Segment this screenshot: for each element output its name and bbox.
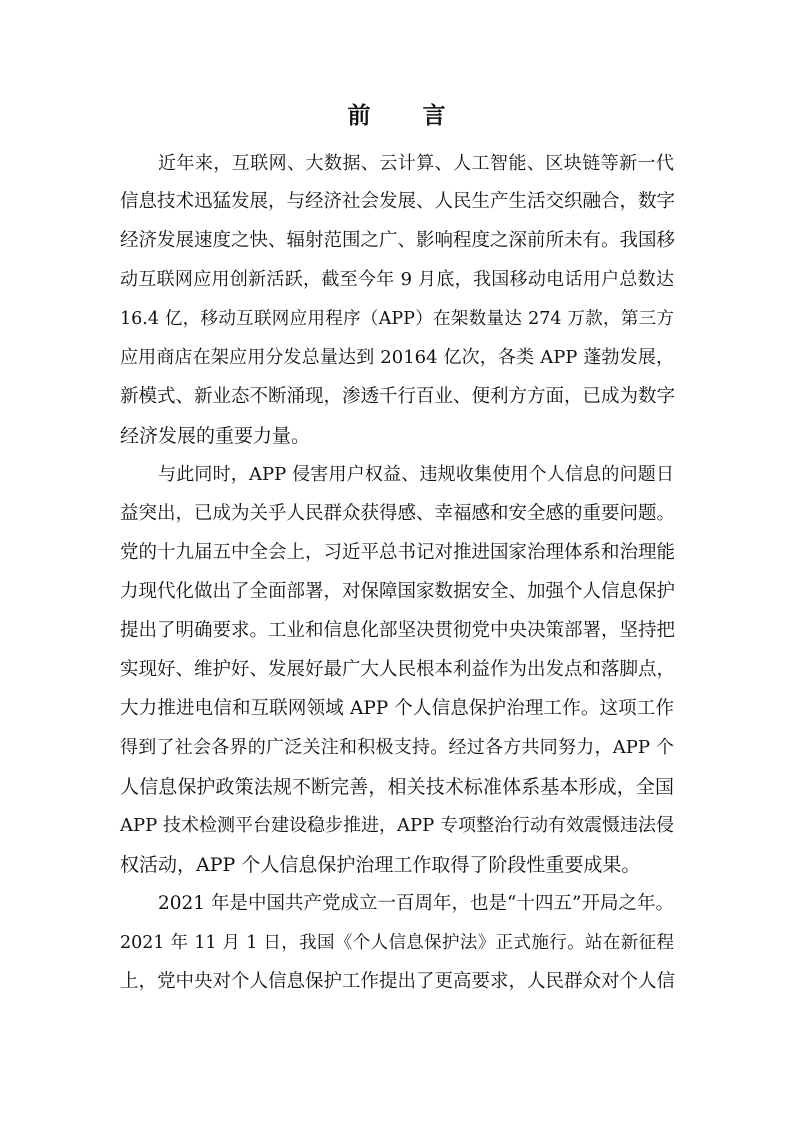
text-line: 党的十九届五中全会上，习近平总书记对推进国家治理体系和治理能 bbox=[120, 542, 676, 563]
text-line: 信息技术迅猛发展，与经济社会发展、人民生产生活交织融合，数字 bbox=[120, 191, 676, 212]
text-line: 权活动，APP 个人信息保护治理工作取得了阶段性重要成果。 bbox=[120, 854, 641, 876]
text-line: 益突出，已成为关乎人民群众获得感、幸福感和安全感的重要问题。 bbox=[120, 503, 676, 524]
text-line: 人信息保护政策法规不断完善，相关技术标准体系基本形成，全国 bbox=[120, 776, 674, 798]
text-line: 应用商店在架应用分发总量达到 20164 亿次，各类 APP 蓬勃发展， bbox=[120, 347, 674, 368]
text-line: 近年来，互联网、大数据、云计算、人工智能、区块链等新一代 bbox=[158, 153, 674, 174]
text-line: 新模式、新业态不断涌现，渗透千行百业、便利方方面，已成为数字 bbox=[120, 386, 676, 407]
text-line: 16.4 亿，移动互联网应用程序（APP）在架数量达 274 万款，第三方 bbox=[120, 309, 674, 329]
text-line: 实现好、维护好、发展好最广大人民根本利益作为出发点和落脚点， bbox=[120, 659, 676, 680]
text-line: 提出了明确要求。工业和信息化部坚决贯彻党中央决策部署，坚持把 bbox=[120, 620, 676, 641]
text-line: 与此同时，APP 侵害用户权益、违规收集使用个人信息的问题日 bbox=[158, 464, 674, 485]
text-line: 经济发展的重要力量。 bbox=[120, 425, 311, 447]
text-line: APP 技术检测平台建设稳步推进，APP 专项整治行动有效震慑违法侵 bbox=[120, 815, 674, 836]
text-line: 力现代化做出了全面部署，对保障国家数据安全、加强个人信息保护 bbox=[120, 581, 676, 602]
page-title: 前 言 bbox=[347, 103, 468, 129]
text-line: 经济发展速度之快、辐射范围之广、影响程度之深前所未有。我国移 bbox=[120, 230, 676, 251]
text-line: 大力推进电信和互联网领域 APP 个人信息保护治理工作。这项工作 bbox=[120, 698, 674, 719]
text-line: 动互联网应用创新活跃，截至今年 9 月底，我国移动电话用户总数达 bbox=[120, 269, 674, 290]
text-line: 上，党中央对个人信息保护工作提出了更高要求，人民群众对个人信 bbox=[120, 971, 676, 992]
text-line: 2021 年是中国共产党成立一百周年，也是“十四五”开局之年。 bbox=[158, 893, 674, 914]
text-line: 得到了社会各界的广泛关注和积极支持。经过各方共同努力，APP 个 bbox=[120, 737, 674, 758]
text-line: 2021 年 11 月 1 日，我国《个人信息保护法》正式施行。站在新征程 bbox=[120, 933, 675, 953]
